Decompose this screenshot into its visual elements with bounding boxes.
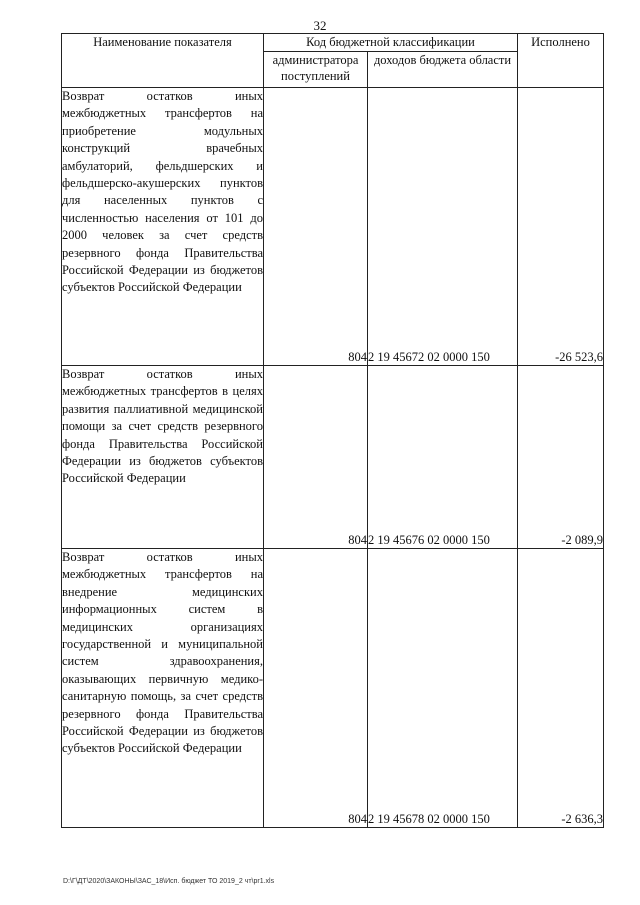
row-admin-code: 804 <box>264 88 368 366</box>
table-row <box>62 549 604 828</box>
header-administrator: администратора поступлений <box>264 52 368 88</box>
row-income-code: 2 19 45676 02 0000 150 <box>368 366 518 549</box>
row-indicator-name: Возврат остатков иных межбюджетных трансфертов на приобретение модульных конструкций врачебных амбулаторий, фельдшерских и фельдшерско-акушерских пунктов для населенных пунктов с численностью населения от 101 до 2000 человек за счет средств резервного фонда Правительства Российской Федерации из бюджетов субъектов Российской Федерации <box>62 88 264 366</box>
row-admin-code: 804 <box>264 549 368 828</box>
table-row <box>62 88 604 366</box>
budget-table <box>61 33 604 828</box>
header-row-1 <box>62 34 604 52</box>
header-executed: Исполнено <box>518 34 604 88</box>
row-executed-value: -2 636,3 <box>518 549 604 828</box>
row-income-code: 2 19 45672 02 0000 150 <box>368 88 518 366</box>
row-executed-value: -2 089,9 <box>518 366 604 549</box>
row-admin-code: 804 <box>264 366 368 549</box>
row-indicator-name: Возврат остатков иных межбюджетных трансфертов на внедрение медицинских информационных систем в медицинских организациях государственной и муниципальной систем здравоохранения, оказывающих первичную медико-санитарную помощь, за счет средств резервного фонда Правительства Российской Федерации из бюджетов субъектов Российской Федерации <box>62 549 264 828</box>
row-income-code: 2 19 45678 02 0000 150 <box>368 549 518 828</box>
header-indicator-name: Наименование показателя <box>62 34 264 88</box>
table-row <box>62 366 604 549</box>
header-income: доходов бюджета области <box>368 52 518 88</box>
header-budget-code: Код бюджетной классификации <box>264 34 518 52</box>
row-indicator-name: Возврат остатков иных межбюджетных трансфертов в целях развития паллиативной медицинской помощи за счет средств резервного фонда Правительства Российской Федерации из бюджетов субъектов Российской Федерации <box>62 366 264 549</box>
row-executed-value: -26 523,6 <box>518 88 604 366</box>
footer-file-path: D:\Г\ДТ\2020\ЗАКОНЫ\ЗАС_18\Исп. бюджет ТО 2019_2 чт\pr1.xls <box>63 878 275 885</box>
page-number: 32 <box>313 18 327 33</box>
